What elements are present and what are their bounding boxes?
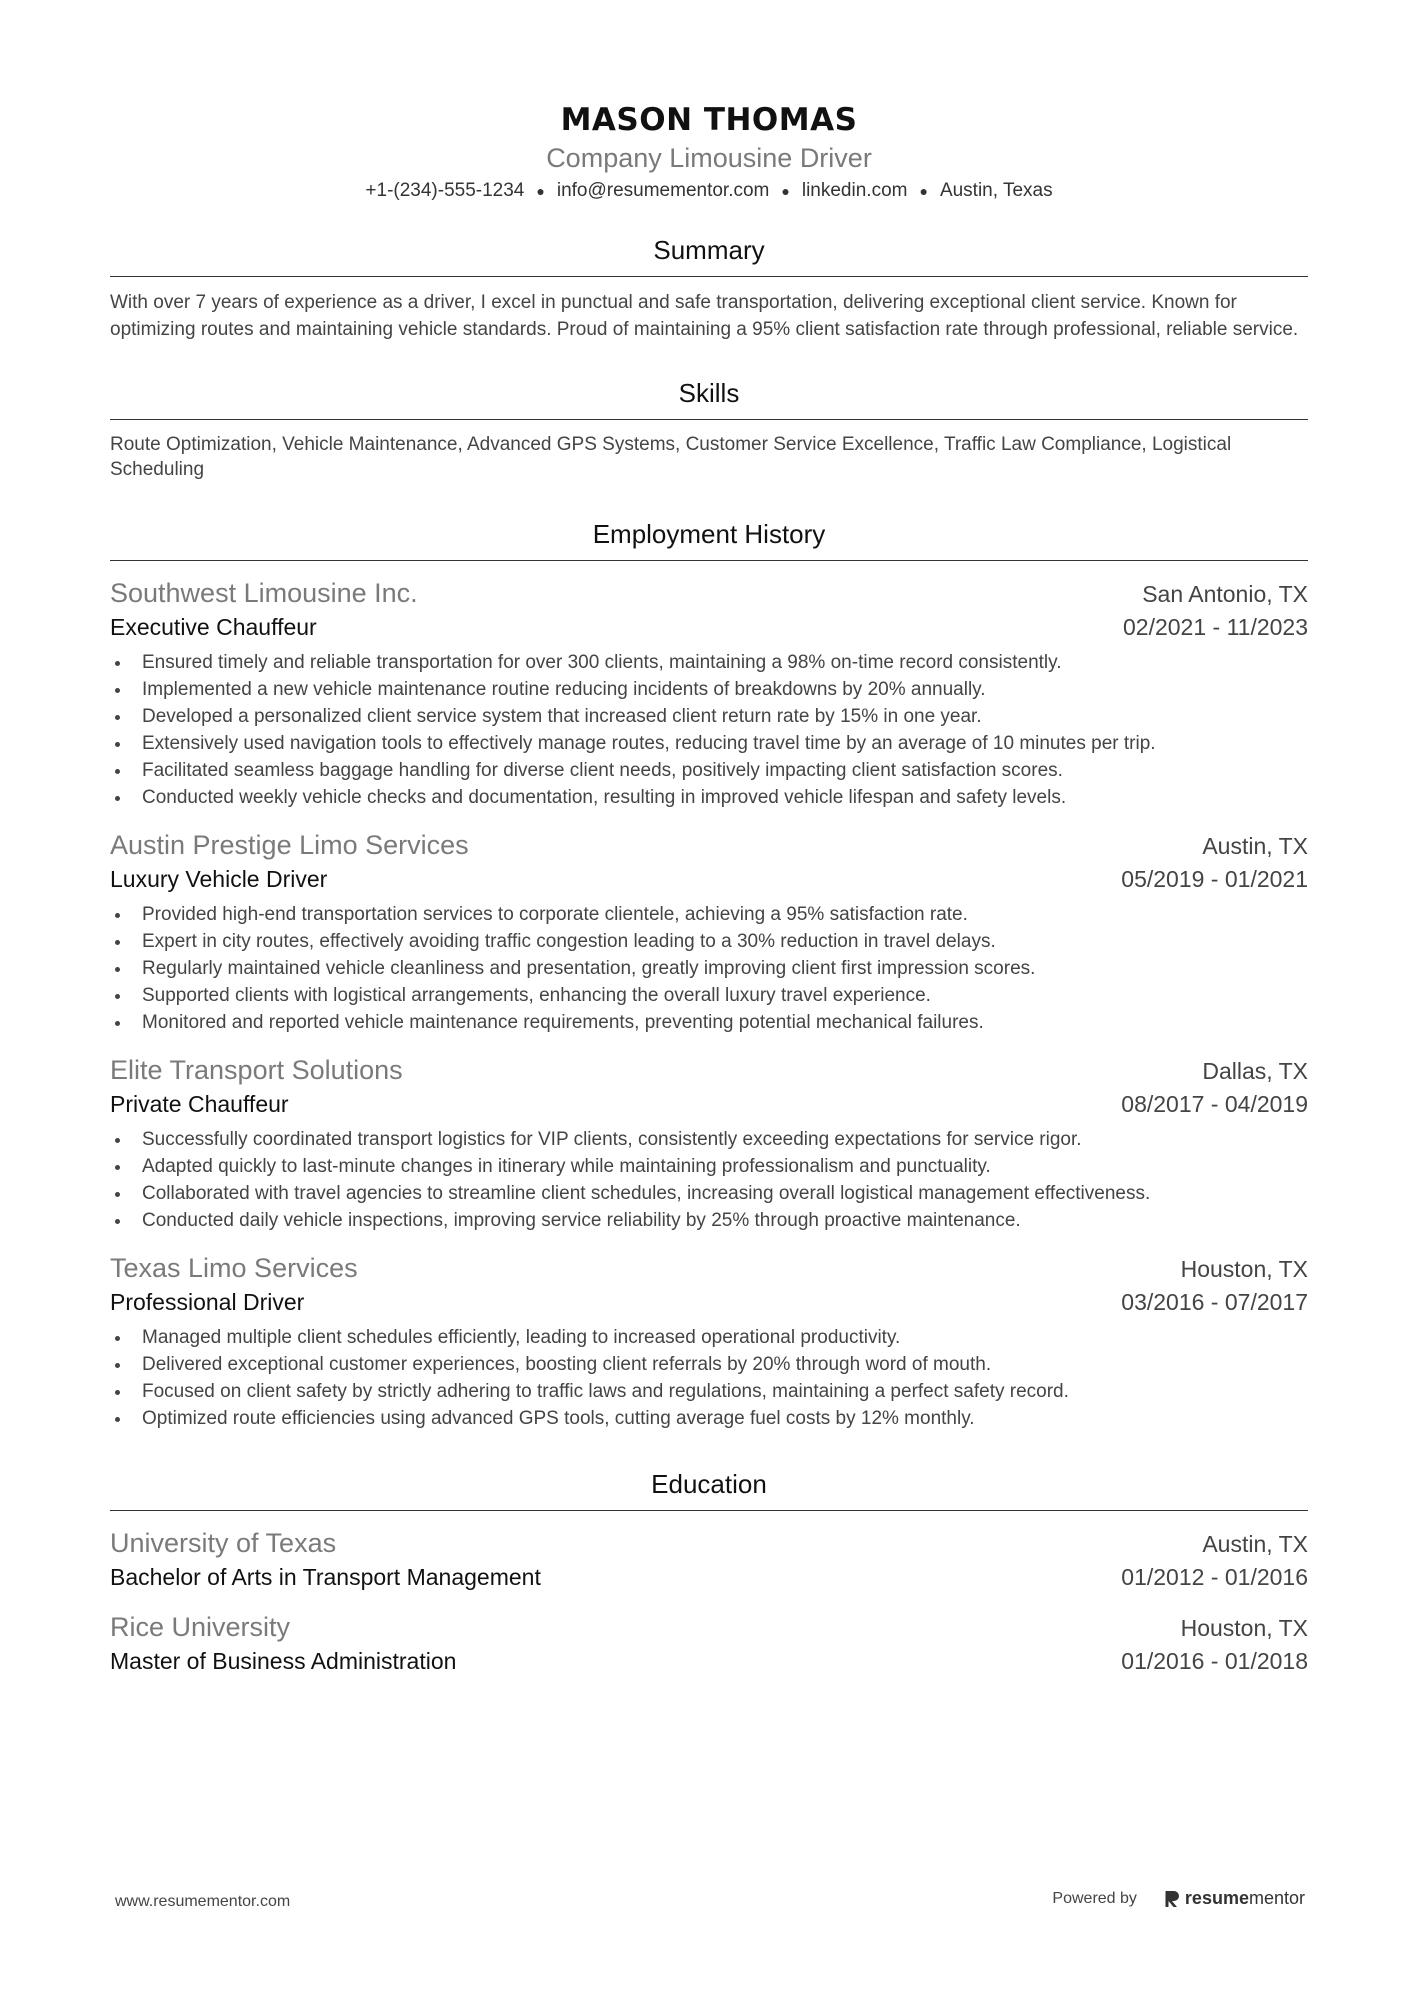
list-item: Provided high-end transportation services to corporate clientele, achieving a 95% satisfaction rate. bbox=[110, 901, 1308, 928]
contact-line bbox=[110, 178, 1308, 204]
job-bullets bbox=[110, 1126, 1308, 1234]
education-degree: Bachelor of Arts in Transport Management bbox=[110, 1564, 541, 1591]
resume-header bbox=[110, 0, 1308, 204]
job-role: Luxury Vehicle Driver bbox=[110, 866, 328, 893]
job-company: Texas Limo Services bbox=[110, 1253, 358, 1284]
education-entry bbox=[110, 1609, 1308, 1677]
list-item: Managed multiple client schedules efficiently, leading to increased operational productivity. bbox=[110, 1324, 1308, 1351]
powered-by-label: Powered by bbox=[1052, 1889, 1137, 1907]
education-entry bbox=[110, 1525, 1308, 1593]
candidate-title: Company Limousine Driver bbox=[546, 143, 872, 173]
skills-heading: Skills bbox=[110, 375, 1308, 420]
job-role: Executive Chauffeur bbox=[110, 614, 317, 641]
job-entry bbox=[110, 827, 1308, 1036]
job-location: San Antonio, TX bbox=[1142, 581, 1308, 608]
list-item: Optimized route efficiencies using advanced GPS tools, cutting average fuel costs by 12% monthly. bbox=[110, 1405, 1308, 1432]
bullet-separator-icon: ● bbox=[536, 183, 545, 199]
resumementor-logo-icon bbox=[1165, 1889, 1181, 1909]
job-company: Southwest Limousine Inc. bbox=[110, 578, 418, 609]
list-item: Collaborated with travel agencies to streamline client schedules, increasing overall logistical management effectiveness. bbox=[110, 1180, 1308, 1207]
job-location: Austin, TX bbox=[1202, 833, 1308, 860]
summary-text: With over 7 years of experience as a driver, I excel in punctual and safe transportation, delivering exceptional client service. Known for optimizing routes and maintaining vehicle standards. Proud of maintaining a 95% client satisfaction rate through professional, reliable service. bbox=[110, 292, 1299, 341]
education-school: Rice University bbox=[110, 1612, 291, 1643]
job-company: Elite Transport Solutions bbox=[110, 1055, 403, 1086]
education-degree: Master of Business Administration bbox=[110, 1648, 457, 1675]
list-item: Implemented a new vehicle maintenance routine reducing incidents of breakdowns by 20% annually. bbox=[110, 676, 1308, 703]
employment-heading: Employment History bbox=[110, 516, 1308, 561]
list-item: Successfully coordinated transport logistics for VIP clients, consistently exceeding expectations for service rigor. bbox=[110, 1126, 1308, 1153]
contact-phone: +1-(234)-555-1234 bbox=[365, 180, 525, 202]
list-item: Conducted weekly vehicle checks and documentation, resulting in improved vehicle lifespan and safety levels. bbox=[110, 784, 1308, 811]
job-role: Private Chauffeur bbox=[110, 1091, 289, 1118]
job-bullets bbox=[110, 901, 1308, 1036]
job-bullets bbox=[110, 649, 1308, 811]
job-dates: 03/2016 - 07/2017 bbox=[1121, 1289, 1308, 1316]
job-entry bbox=[110, 575, 1308, 811]
list-item: Delivered exceptional customer experiences, boosting client referrals by 20% through word of mouth. bbox=[110, 1351, 1308, 1378]
footer-website[interactable]: www.resumementor.com bbox=[115, 1893, 291, 1910]
list-item: Focused on client safety by strictly adhering to traffic laws and regulations, maintaining a perfect safety record. bbox=[110, 1378, 1308, 1405]
list-item: Extensively used navigation tools to effectively manage routes, reducing travel time by an average of 10 minutes per trip. bbox=[110, 730, 1308, 757]
skills-section bbox=[110, 375, 1308, 482]
candidate-name: MASON THOMAS bbox=[560, 102, 858, 138]
job-dates: 05/2019 - 01/2021 bbox=[1121, 866, 1308, 893]
list-item: Ensured timely and reliable transportation for over 300 clients, maintaining a 98% on-time record consistently. bbox=[110, 649, 1308, 676]
job-entry bbox=[110, 1052, 1308, 1234]
list-item: Adapted quickly to last-minute changes in itinerary while maintaining professionalism and punctuality. bbox=[110, 1153, 1308, 1180]
brand-name-light: mentor bbox=[1248, 1888, 1305, 1908]
job-role: Professional Driver bbox=[110, 1289, 305, 1316]
resume-page bbox=[110, 0, 1308, 1677]
list-item: Supported clients with logistical arrangements, enhancing the overall luxury travel experience. bbox=[110, 982, 1308, 1009]
job-company: Austin Prestige Limo Services bbox=[110, 830, 469, 861]
summary-heading: Summary bbox=[110, 232, 1308, 277]
contact-email[interactable]: info@resumementor.com bbox=[556, 180, 770, 202]
bullet-separator-icon: ● bbox=[919, 183, 928, 199]
summary-section bbox=[110, 232, 1308, 343]
job-dates: 08/2017 - 04/2019 bbox=[1121, 1091, 1308, 1118]
education-dates: 01/2012 - 01/2016 bbox=[1121, 1564, 1308, 1591]
job-bullets bbox=[110, 1324, 1308, 1432]
list-item: Facilitated seamless baggage handling for diverse client needs, positively impacting client satisfaction scores. bbox=[110, 757, 1308, 784]
list-item: Expert in city routes, effectively avoiding traffic congestion leading to a 30% reduction in travel delays. bbox=[110, 928, 1308, 955]
list-item: Monitored and reported vehicle maintenance requirements, preventing potential mechanical failures. bbox=[110, 1009, 1308, 1036]
contact-location: Austin, Texas bbox=[939, 180, 1053, 202]
education-location: Houston, TX bbox=[1180, 1615, 1308, 1642]
list-item: Developed a personalized client service system that increased client return rate by 15% in one year. bbox=[110, 703, 1308, 730]
education-school: University of Texas bbox=[110, 1528, 337, 1559]
employment-section bbox=[110, 516, 1308, 1432]
job-location: Dallas, TX bbox=[1202, 1058, 1308, 1085]
bullet-separator-icon: ● bbox=[781, 183, 790, 199]
skills-text: Route Optimization, Vehicle Maintenance, Advanced GPS Systems, Customer Service Excellence, Traffic Law Compliance, Logistical Scheduling bbox=[110, 434, 1232, 481]
job-dates: 02/2021 - 11/2023 bbox=[1122, 614, 1308, 641]
list-item: Conducted daily vehicle inspections, improving service reliability by 25% through proactive maintenance. bbox=[110, 1207, 1308, 1234]
contact-linkedin[interactable]: linkedin.com bbox=[801, 180, 908, 202]
brand-name[interactable] bbox=[1185, 1888, 1305, 1909]
footer-branding bbox=[1052, 1888, 1305, 1909]
education-dates: 01/2016 - 01/2018 bbox=[1121, 1648, 1308, 1675]
brand-name-bold: resume bbox=[1184, 1888, 1249, 1908]
list-item: Regularly maintained vehicle cleanliness and presentation, greatly improving client first impression scores. bbox=[110, 955, 1308, 982]
education-heading: Education bbox=[110, 1466, 1308, 1511]
education-section bbox=[110, 1466, 1308, 1677]
job-location: Houston, TX bbox=[1180, 1256, 1308, 1283]
education-location: Austin, TX bbox=[1202, 1531, 1308, 1558]
job-entry bbox=[110, 1250, 1308, 1432]
